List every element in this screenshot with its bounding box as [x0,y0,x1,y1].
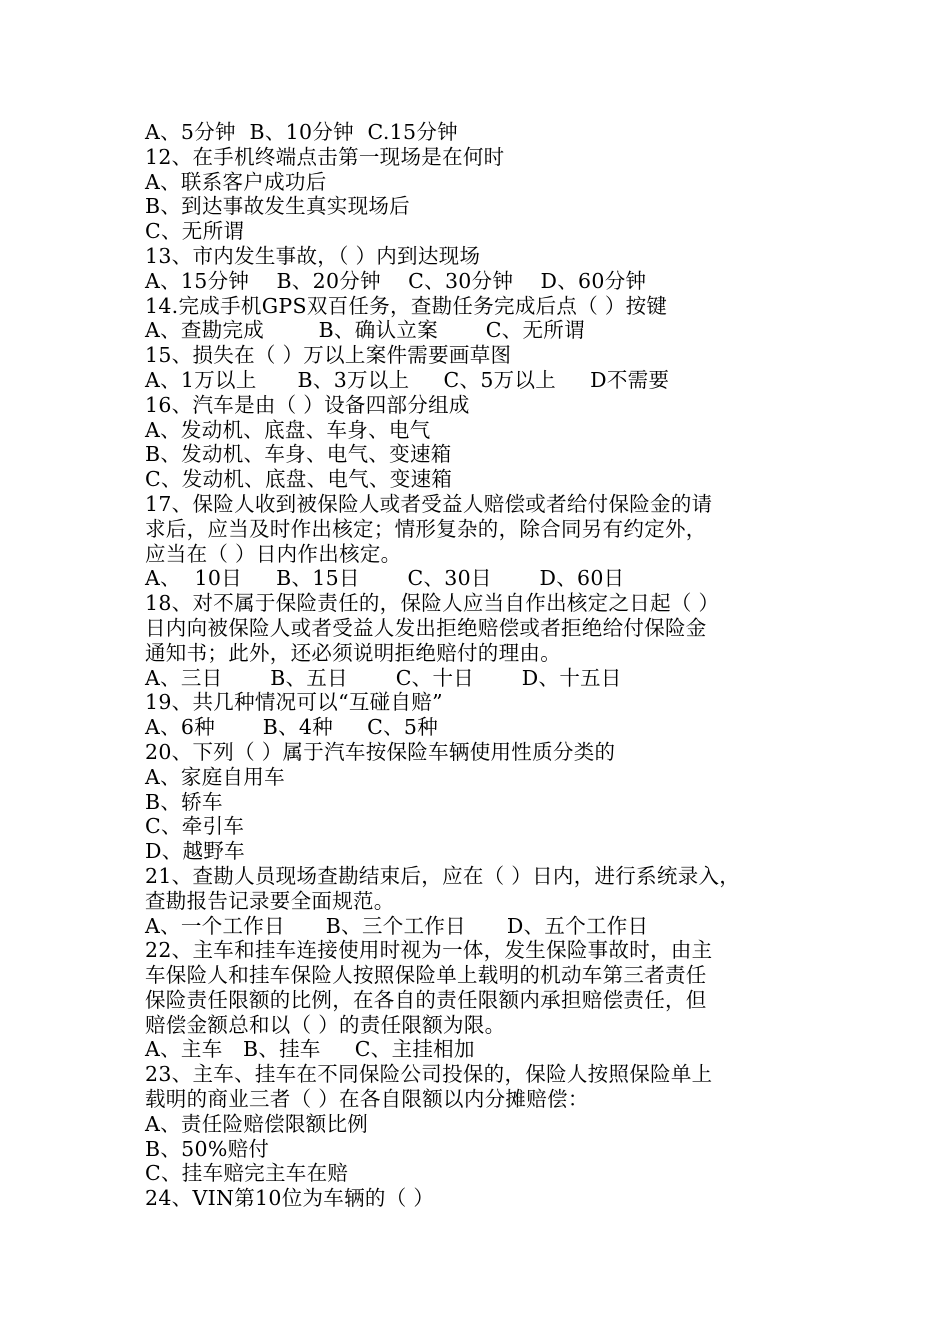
question-21-line-1: 21、查勘人员现场查勘结束后，应在（ ）日内，进行系统录入， [145,863,741,888]
question-22-line-4: 赔偿金额总和以（ ）的责任限额为限。 [145,1012,506,1037]
question-18-line-1: 18、对不属于保险责任的，保险人应当自作出核定之日起（ ） [145,591,720,616]
question-20-option-c: C、牵引车 [145,814,245,839]
question-12-option-b: B、到达事故发生真实现场后 [145,194,410,219]
question-20-option-d: D、越野车 [145,839,245,864]
question-22-line-3: 保险责任限额的比例，在各自的责任限额内承担赔偿责任，但 [145,987,707,1012]
question-15: 15、损失在（ ）万以上案件需要画草图 [145,343,512,368]
question-15-options: A、1万以上 B、3万以上 C、5万以上 D不需要 [145,367,670,392]
question-14-options: A、查勘完成 B、确认立案 C、无所谓 [145,318,585,343]
question-16: 16、汽车是由（ ）设备四部分组成 [145,392,470,417]
question-12-option-a: A、联系客户成功后 [145,169,327,194]
question-23-line-2: 载明的商业三者（ ）在各自限额以内分摊赔偿： [145,1087,589,1112]
question-16-option-c: C、发动机、底盘、电气、变速箱 [145,467,453,492]
question-17-line-1: 17、保险人收到被保险人或者受益人赔偿或者给付保险金的请 [145,491,713,516]
question-23-option-b: B、50%赔付 [145,1136,270,1161]
question-13: 13、市内发生事故，（ ）内到达现场 [145,243,481,268]
question-11-options: A、5分钟 B、10分钟 C.15分钟 [145,120,458,144]
question-19: 19、共几种情况可以“互碰自赔” [145,690,443,715]
question-17-options: A、 10日 B、15日 C、30日 D、60日 [145,566,625,591]
question-22-options: A、主车 B、挂车 C、主挂相加 [145,1037,475,1062]
question-21-line-2: 查勘报告记录要全面规范。 [145,888,395,913]
question-23-option-c: C、挂车赔完主车在赔 [145,1161,349,1186]
question-23-option-a: A、责任险赔偿限额比例 [145,1111,369,1136]
document-page [145,120,825,1211]
question-24: 24、VIN第10位为车辆的（ ） [145,1186,435,1211]
question-12: 12、在手机终端点击第一现场是在何时 [145,144,505,169]
question-22-line-2: 车保险人和挂车保险人按照保险单上载明的机动车第三者责任 [145,963,707,988]
question-23-line-1: 23、主车、挂车在不同保险公司投保的，保险人按照保险单上 [145,1062,713,1087]
question-19-options: A、6种 B、4种 C、5种 [145,715,439,740]
question-22-line-1: 22、主车和挂车连接使用时视为一体，发生保险事故时，由主 [145,938,713,963]
question-14: 14.完成手机GPS双百任务，查勘任务完成后点（ ）按键 [145,293,668,318]
question-21-options: A、一个工作日 B、三个工作日 D、五个工作日 [145,913,649,938]
question-20: 20、下列（ ）属于汽车按保险车辆使用性质分类的 [145,739,616,764]
question-17-line-3: 应当在（ ）日内作出核定。 [145,541,402,566]
question-17-line-2: 求后，应当及时作出核定；情形复杂的，除合同另有约定外， [145,516,707,541]
question-18-line-2: 日内向被保险人或者受益人发出拒绝赔偿或者拒绝给付保险金 [145,615,707,640]
question-20-option-b: B、轿车 [145,789,223,814]
question-16-option-b: B、发动机、车身、电气、变速箱 [145,442,452,467]
question-13-options: A、15分钟 B、20分钟 C、30分钟 D、60分钟 [145,268,647,293]
question-12-option-c: C、无所谓 [145,219,245,244]
question-20-option-a: A、家庭自用车 [145,764,285,789]
question-18-line-3: 通知书；此外，还必须说明拒绝赔付的理由。 [145,640,561,665]
question-18-options: A、三日 B、五日 C、十日 D、十五日 [145,665,622,690]
question-16-option-a: A、发动机、底盘、车身、电气 [145,417,431,442]
